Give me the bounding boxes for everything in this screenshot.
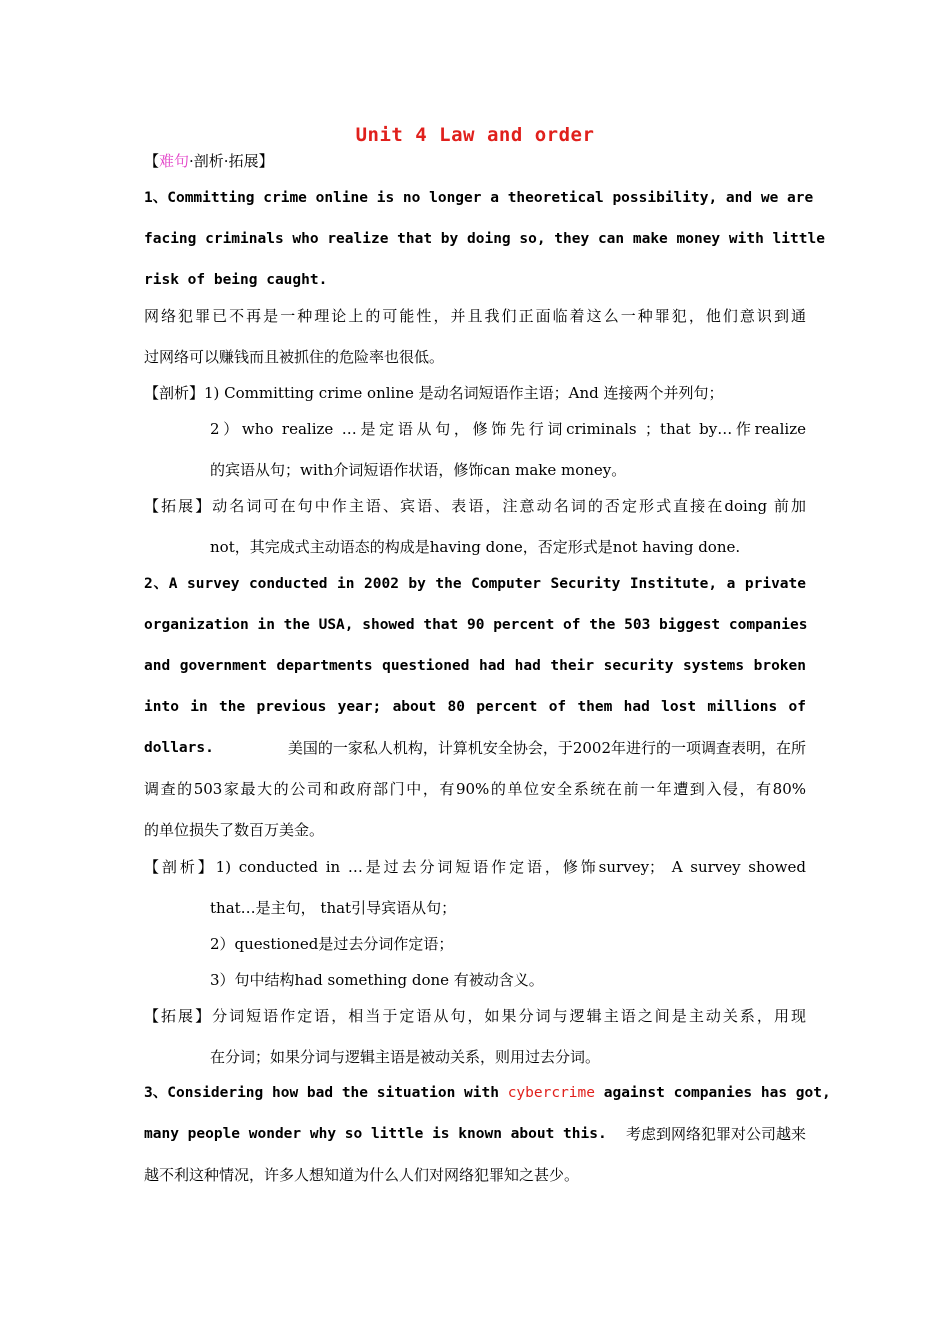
- sentence-3-translation-1: 考虑到网络犯罪对公司越来: [625, 1125, 806, 1143]
- highlighted-term: cybercrime: [507, 1085, 596, 1101]
- sentence-1-extension-2: not，其完成式主动语态的构成是having done，否定形式是not having done.: [210, 538, 741, 556]
- sentence-2-analysis-2: that…是主句， that引导宾语从句；: [210, 899, 457, 917]
- sentence-3-translation-2: 越不利这种情况，许多人想知道为什么人们对网络犯罪知之甚少。: [144, 1166, 580, 1184]
- section-bracket: 【: [144, 152, 160, 170]
- sentence-2-translation-3: 的单位损失了数百万美金。: [144, 821, 325, 839]
- sentence-3-line-1: [144, 1083, 831, 1103]
- sentence-1-translation-2: 过网络可以赚钱而且被抓住的危险率也很低。: [144, 348, 445, 366]
- sentence-1-translation-1: 网络犯罪已不再是一种理论上的可能性，并且我们正面临着这么一种罪犯，他们意识到通: [144, 307, 806, 325]
- sentence-2-extension-2: 在分词；如果分词与逻辑主语是被动关系，则用过去分词。: [210, 1048, 601, 1066]
- sentence-1-analysis-2: 2）who realize …是定语从句，修饰先行词criminals ；that by…作realize: [210, 420, 806, 438]
- sentence-2-analysis-1: 【剖析】1) conducted in …是过去分词短语作定语，修饰survey； A survey showed: [144, 858, 806, 876]
- sentence-1-line-2: facing criminals who realize that by doing so, they can make money with little: [144, 231, 825, 247]
- sentence-2-translation-2: 调查的503家最大的公司和政府部门中，有90%的单位安全系统在前一年遭到入侵，有80%: [144, 780, 806, 798]
- sentence-3-line-1-start: 3、Considering how bad the situation with: [144, 1085, 508, 1101]
- sentence-2-translation-1: 美国的一家私人机构，计算机安全协会，于2002年进行的一项调查表明，在所: [287, 739, 806, 757]
- sentence-1-extension-1: 【拓展】动名词可在句中作主语、宾语、表语，注意动名词的否定形式直接在doing 前加: [144, 497, 806, 515]
- sentence-2-line-2: organization in the USA, showed that 90 percent of the 503 biggest companies: [144, 617, 808, 633]
- sentence-1-line-1: 1、Committing crime online is no longer a theoretical possibility, and we are: [144, 190, 814, 206]
- sentence-1-analysis-3: 的宾语从句；with介词短语作状语，修饰can make money。: [210, 461, 627, 479]
- section-heading: [144, 151, 806, 171]
- sentence-3-line-2-english: many people wonder why so little is known about this.: [144, 1126, 607, 1142]
- sentence-2-extension-1: 【拓展】分词短语作定语，相当于定语从句，如果分词与逻辑主语之间是主动关系，用现: [144, 1007, 806, 1025]
- sentence-2-analysis-4: 3）句中结构had something done 有被动含义。: [210, 971, 544, 989]
- sentence-2-line-1: 2、A survey conducted in 2002 by the Computer Security Institute, a private: [144, 576, 806, 592]
- section-rest: ·剖析·拓展】: [189, 152, 274, 170]
- sentence-3-line-2: [144, 1124, 806, 1144]
- page-title: Unit 4 Law and order: [355, 124, 595, 146]
- sentence-1-analysis-1: 【剖析】1) Committing crime online 是动名词短语作主语；And 连接两个并列句；: [144, 384, 724, 402]
- sentence-1-line-3: risk of being caught.: [144, 272, 328, 288]
- sentence-2-analysis-3: 2）questioned是过去分词作定语；: [210, 935, 454, 953]
- sentence-2-line-5: [144, 738, 806, 758]
- sentence-2-line-4: into in the previous year; about 80 percent of them had lost millions of: [144, 699, 806, 715]
- sentence-2-line-5-english: dollars.: [144, 740, 214, 756]
- sentence-2-line-3: and government departments questioned had had their security systems broken: [144, 658, 806, 674]
- sentence-3-line-1-end: against companies has got,: [595, 1085, 831, 1101]
- section-keyword: 难句: [159, 152, 190, 170]
